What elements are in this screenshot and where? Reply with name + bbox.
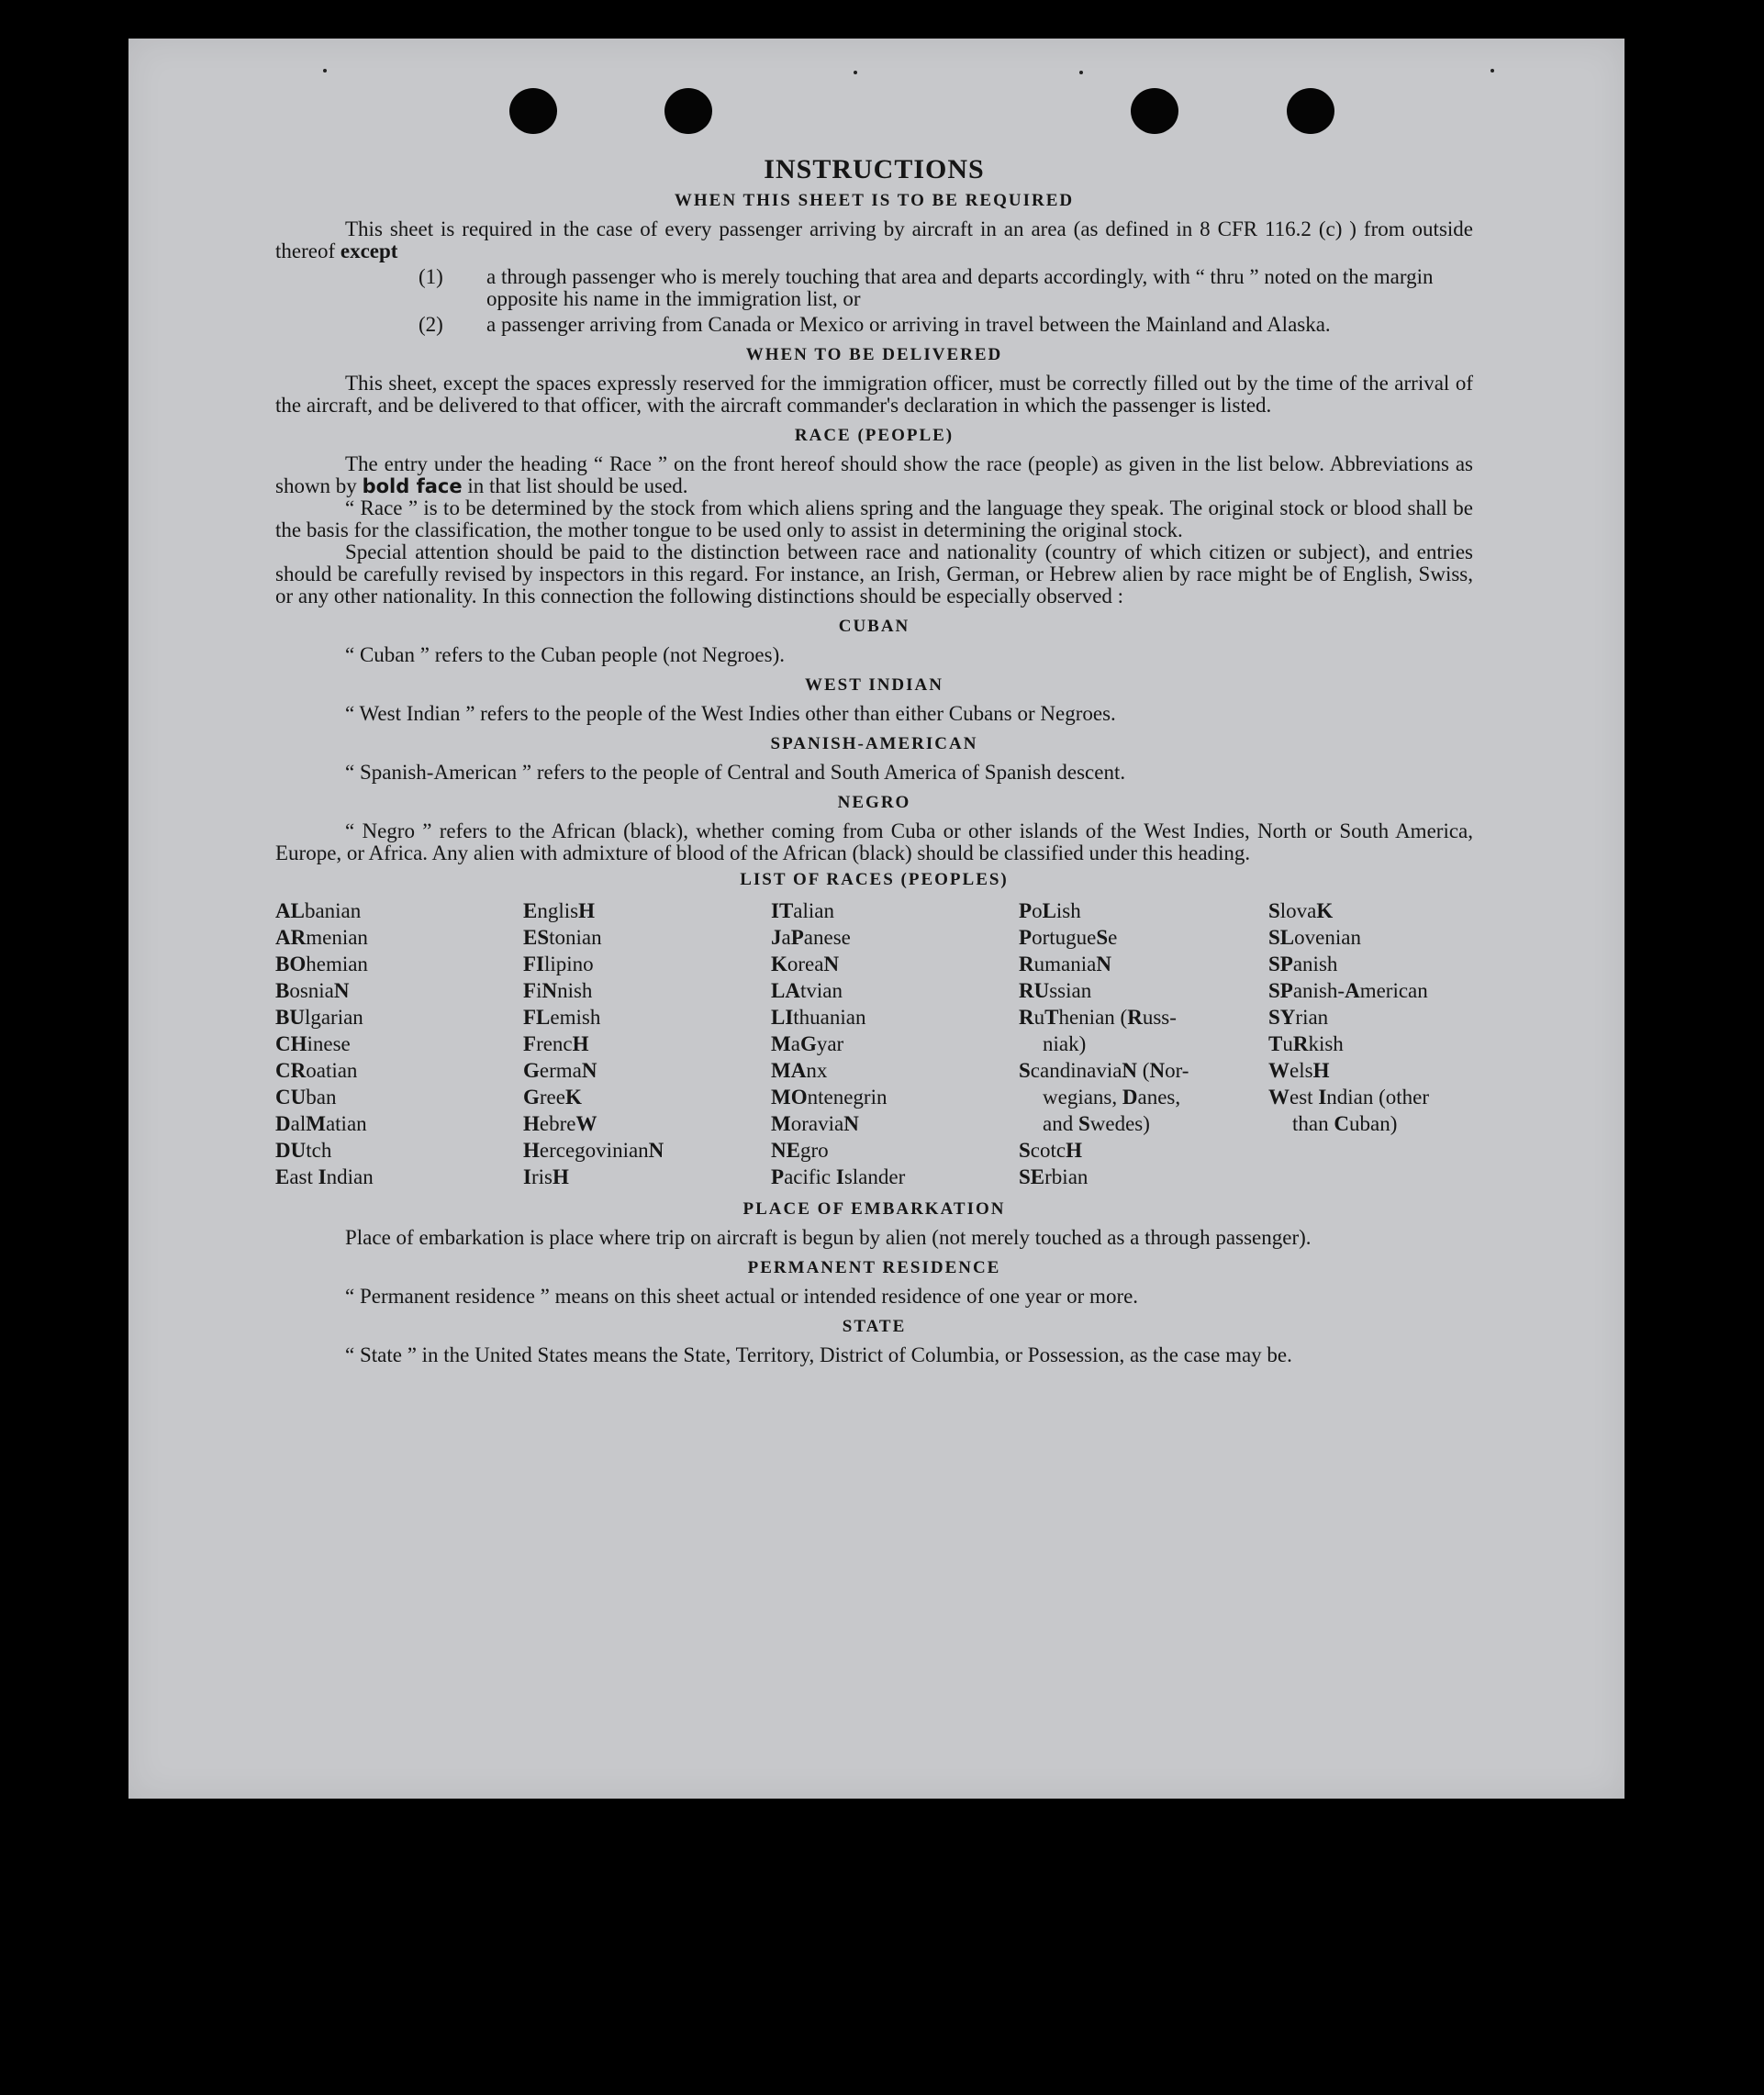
when-required-intro: This sheet is required in the case of every passenger arriving by aircraft in an area (as defined in 8 CFR 116.2 (c) ) from outside thereof except xyxy=(275,217,1473,262)
race-entry: FLemish xyxy=(523,1006,601,1029)
exception-item-2: (2) a passenger arriving from Canada or Mexico or arriving in travel between the Mainland and Alaska. xyxy=(419,313,1331,336)
instructions-content xyxy=(275,154,1473,1366)
speck xyxy=(323,69,327,72)
race-entry: BosniaN xyxy=(275,979,350,1002)
punch-hole xyxy=(509,88,557,134)
race-entry: Pacific Islander xyxy=(771,1165,906,1188)
race-paragraph-1: The entry under the heading “ Race ” on the front hereof should show the race (people) as given in the list below. Abbreviations as shown by bold face in that list should be used. xyxy=(275,452,1473,497)
races-column-3 xyxy=(771,897,1019,1190)
race-entry-continuation: and Swedes) xyxy=(1043,1112,1150,1135)
race-entry: MaGyar xyxy=(771,1032,844,1055)
document-page xyxy=(128,39,1624,1799)
race-entry: HercegovinianN xyxy=(523,1139,664,1162)
race-entry: CRoatian xyxy=(275,1059,358,1082)
race-entry: CHinese xyxy=(275,1032,351,1055)
race-entry: GreeK xyxy=(523,1086,582,1109)
page-title: INSTRUCTIONS xyxy=(764,154,985,184)
heading-embarkation: PLACE OF EMBARKATION xyxy=(742,1199,1006,1219)
races-column-4 xyxy=(1019,897,1268,1190)
race-entry-continuation: than Cuban) xyxy=(1292,1112,1398,1135)
punch-hole xyxy=(1287,88,1334,134)
race-entry: West Indian (other xyxy=(1268,1086,1430,1109)
race-entry: JaPanese xyxy=(771,926,851,949)
race-entry-continuation: wegians, Danes, xyxy=(1043,1086,1181,1109)
heading-state: STATE xyxy=(842,1317,907,1336)
races-column-5 xyxy=(1268,897,1475,1190)
heading-when-delivered: WHEN TO BE DELIVERED xyxy=(745,345,1003,364)
heading-negro: NEGRO xyxy=(837,793,911,812)
race-entry: GermaN xyxy=(523,1059,597,1082)
race-paragraph-3: Special attention should be paid to the distinction between race and nationality (country of which citizen or subject), and entries should be carefully revised by inspectors in this regard. For instance, an Irish, German, or Hebrew alien by race might be of English, Swiss, or any other nationality. In this connection the following distinctions should be especially observed : xyxy=(275,540,1473,607)
race-entry: East Indian xyxy=(275,1165,374,1188)
race-entry: SPanish xyxy=(1268,953,1338,975)
race-entry: PortugueSe xyxy=(1019,926,1118,949)
race-entry: MoraviaN xyxy=(771,1112,859,1135)
race-entry: SlovaK xyxy=(1268,899,1334,922)
punch-hole xyxy=(1131,88,1178,134)
races-column-1 xyxy=(275,897,523,1190)
race-entry: RumaniaN xyxy=(1019,953,1111,975)
race-entry: DalMatian xyxy=(275,1112,367,1135)
speck xyxy=(1490,69,1494,72)
races-column-2 xyxy=(523,897,771,1190)
race-entry: EnglisH xyxy=(523,899,595,922)
cuban-text: “ Cuban ” refers to the Cuban people (not Negroes). xyxy=(345,643,786,666)
race-entry: SPanish-American xyxy=(1268,979,1428,1002)
race-entry: TuRkish xyxy=(1268,1032,1344,1055)
race-paragraph-2: “ Race ” is to be determined by the stock from which aliens spring and the language they speak. The original stock or blood shall be the basis for the classification, the mother tongue to be used only to assist in determining the original stock. xyxy=(275,496,1473,541)
punch-hole xyxy=(664,88,712,134)
exception-item-1: (1) a through passenger who is merely touching that area and departs accordingly, with “ thru ” noted on the margin opposite his name in the immigration list, or xyxy=(419,265,1434,310)
races-list xyxy=(275,897,1473,1190)
race-entry: FrencH xyxy=(523,1032,589,1055)
spanish-american-text: “ Spanish-American ” refers to the people of Central and South America of Spanish descent. xyxy=(345,761,1126,784)
permanent-residence-text: “ Permanent residence ” means on this sheet actual or intended residence of one year or more. xyxy=(345,1285,1139,1308)
heading-when-required: WHEN THIS SHEET IS TO BE REQUIRED xyxy=(674,191,1075,210)
race-entry: CUban xyxy=(275,1086,337,1109)
race-entry: ITalian xyxy=(771,899,834,922)
race-entry: ALbanian xyxy=(275,899,362,922)
race-entry: SLovenian xyxy=(1268,926,1361,949)
heading-list-of-races: LIST OF RACES (PEOPLES) xyxy=(740,870,1009,889)
race-entry: LIthuanian xyxy=(771,1006,866,1029)
race-entry: HebreW xyxy=(523,1112,597,1135)
race-entry: ScandinaviaN (Nor- xyxy=(1019,1059,1189,1082)
race-entry: WelsH xyxy=(1268,1059,1330,1082)
race-entry: ScotcH xyxy=(1019,1139,1082,1162)
race-entry: IrisH xyxy=(523,1165,569,1188)
heading-permanent-residence: PERMANENT RESIDENCE xyxy=(747,1258,1001,1277)
race-entry: SYrian xyxy=(1268,1006,1329,1029)
race-entry: KoreaN xyxy=(771,953,840,975)
race-entry: SErbian xyxy=(1019,1165,1089,1188)
race-entry: EStonian xyxy=(523,926,602,949)
race-entry: LAtvian xyxy=(771,979,843,1002)
race-entry: MAnx xyxy=(771,1059,828,1082)
heading-race: RACE (PEOPLE) xyxy=(794,426,955,445)
race-entry: ARmenian xyxy=(275,926,368,949)
speck xyxy=(854,71,857,74)
heading-cuban: CUBAN xyxy=(838,617,910,636)
race-entry: MOntenegrin xyxy=(771,1086,888,1109)
race-entry: DUtch xyxy=(275,1139,332,1162)
race-entry-continuation: niak) xyxy=(1043,1032,1087,1055)
negro-text: “ Negro ” refers to the African (black), whether coming from Cuba or other islands of the West Indies, North or South America, Europe, or Africa. Any alien with admixture of blood of the African (black) should be classified under this heading. xyxy=(275,819,1473,864)
state-text: “ State ” in the United States means the State, Territory, District of Columbia, or Possession, as the case may be. xyxy=(345,1343,1292,1366)
heading-spanish-american: SPANISH-AMERICAN xyxy=(770,734,978,753)
when-delivered-text: This sheet, except the spaces expressly reserved for the immigration officer, must be correctly filled out by the time of the arrival of the aircraft, and be delivered to that officer, with the aircraft commander's declaration in which the passenger is listed. xyxy=(275,372,1473,417)
speck xyxy=(1079,71,1083,74)
west-indian-text: “ West Indian ” refers to the people of the West Indies other than either Cubans or Negroes. xyxy=(345,702,1116,725)
heading-west-indian: WEST INDIAN xyxy=(805,675,943,695)
race-entry: BUlgarian xyxy=(275,1006,363,1029)
race-entry: FIlipino xyxy=(523,953,594,975)
embarkation-text: Place of embarkation is place where trip on aircraft is begun by alien (not merely touched as a through passenger). xyxy=(345,1226,1312,1249)
race-entry: RUssian xyxy=(1019,979,1092,1002)
race-entry: BOhemian xyxy=(275,953,368,975)
race-entry: RuThenian (Russ- xyxy=(1019,1006,1177,1029)
race-entry: FiNnish xyxy=(523,979,593,1002)
race-entry: NEgro xyxy=(771,1139,829,1162)
race-entry: PoLish xyxy=(1019,899,1081,922)
